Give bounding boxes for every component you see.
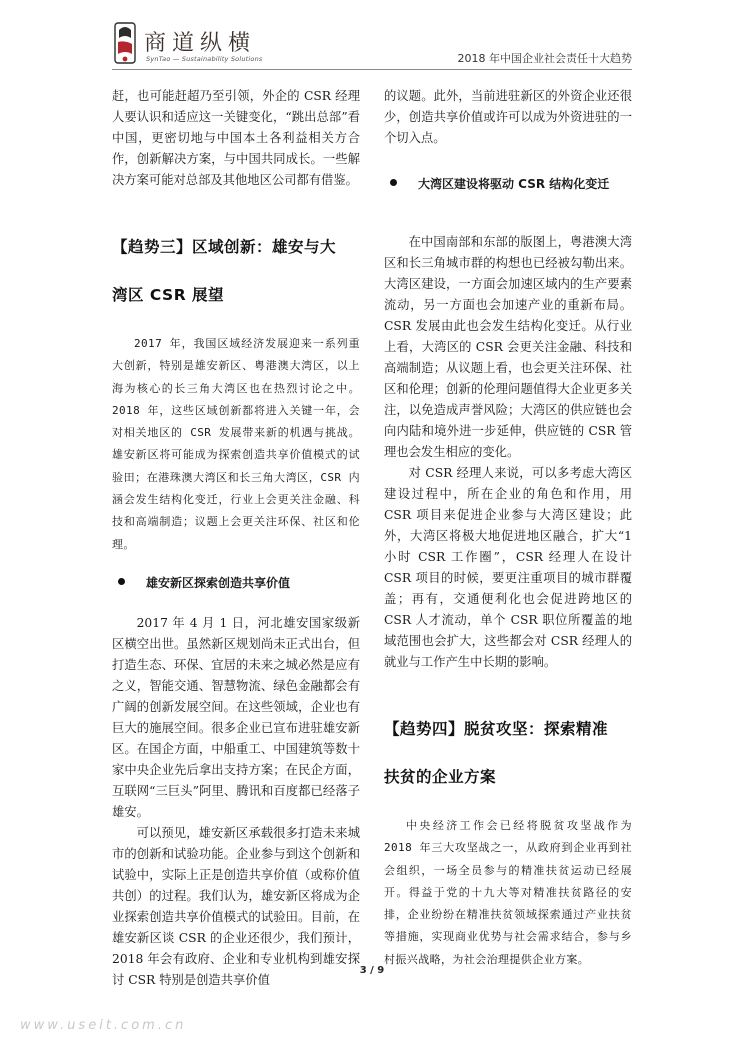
bullet-icon — [118, 578, 125, 585]
bay-area-subheading-text: 大湾区建设将驱动 CSR 结构化变迁 — [418, 177, 610, 191]
xiongan-paragraph-1: 2017 年 4 月 1 日，河北雄安国家级新区横空出世。虽然新区规划尚未正式出台，但打造生态、环保、宜居的未来之城必然是应有之义，智能交通、智慧物流、绿色金融都会有广阔的创新发展空间。在这些领域，企业也有巨大的施展空间。很多企业已宣布进驻雄安新区。在国企方面，中船重工、中国建筑等数十家中央企业先后拿出支持方案；在民企方面，互联网“三巨头”阿里、腾讯和百度都已经落子雄安。 — [112, 615, 360, 819]
syntao-logo-icon — [112, 20, 138, 66]
bay-area-paragraph-2: 对 CSR 经理人来说，可以多考虑大湾区建设过程中，所在企业的角色和作用，用 CSR 项目来促进企业参与大湾区建设；此外，大湾区将极大地促进地区融合，扩大“1 小时 CSR 工作圈”，CSR 经理人在设计 CSR 项目的时候，要更注重项目的城市群覆盖；再有，交通便利化也会促进跨地区的 CSR 人才流动，单个 CSR 职位所覆盖的地域范围也会扩大，这些都会对 CSR 经理人的就业与工作产生中长期的影响。 — [384, 466, 632, 669]
trend-3-heading-line1: 【趋势三】区域创新：雄安与大 — [112, 238, 337, 256]
xiongan-subheading-text: 雄安新区探索创造共享价值 — [146, 575, 291, 590]
right-column — [384, 86, 632, 971]
bay-area-paragraph-1: 在中国南部和东部的版图上，粤港澳大湾区和长三角城市群的构想也已经被勾勒出来。大湾区建设，一方面会加速区域内的生产要素流动，另一方面也会加速产业的重新布局。CSR 发展由此也会发生结构化变迁。从行业上看，大湾区的 CSR 会更关注金融、科技和高端制造；从议题上看，也会更关注环保、社区和伦理；创新的伦理问题值得大企业更多关注，以免造成声誉风险；大湾区的供应链也会向内陆和境外进一步延伸，供应链的 CSR 管理也会发生相应的变化。 — [384, 235, 632, 459]
trend-3-heading-line2: 湾区 CSR 展望 — [112, 286, 225, 304]
bay-area-subheading — [384, 175, 632, 192]
left-column — [112, 86, 360, 991]
trend-3-intro-paragraph: 2017 年，我国区域经济发展迎来一系列重大创新，特别是雄安新区、粤港澳大湾区，以上海为核心的长三角大湾区也在热烈讨论之中。2018 年，这些区域创新都将进入关键一年，会对相关地区的 CSR 发展带来新的机遇与挑战。雄安新区将可能成为探索创造共享价值模式的试验田；在港珠澳大湾区和长三角大湾区，CSR 内涵会发生结构化变迁，行业上会更关注金融、科技和高端制造；议题上会更关注环保、社区和伦理。 — [112, 337, 360, 551]
page-header — [0, 0, 744, 72]
trend-4-intro-paragraph: 中央经济工作会已经将脱贫攻坚战作为 2018 年三大攻坚战之一，从政府到企业再到社会组织，一场全员参与的精准扶贫运动已经展开。得益于党的十九大等对精准扶贫路径的安排，企业纷纷在精准扶贫领域探索通过产业扶贫等措施，实现商业优势与社会需求结合，参与乡村振兴战略，为社会治理提供企业方案。 — [384, 819, 632, 966]
bullet-icon — [390, 179, 397, 186]
trend-4-heading-line2: 扶贫的企业方案 — [384, 768, 497, 786]
paragraph-continued-right: 的议题。此外，当前进驻新区的外资企业还很少，创造共享价值或许可以成为外资进驻的一个切入点。 — [384, 89, 632, 145]
header-divider — [112, 69, 632, 70]
xiongan-subheading — [112, 574, 360, 591]
page-number: 3 / 9 — [359, 965, 385, 976]
site-watermark: www.useit.com.cn — [20, 1018, 187, 1033]
paragraph-continued: 赶，也可能赶超乃至引领，外企的 CSR 经理人要认识和适应这一关键变化，“跳出总部”看中国，更密切地与中国本土各利益相关方合作，创新解决方案，与中国共同成长。一些解决方案可能对总部及其他地区公司都有借鉴。 — [112, 89, 360, 187]
trend-4-heading-line1: 【趋势四】脱贫攻坚：探索精准 — [384, 720, 609, 738]
xiongan-paragraph-2: 可以预见，雄安新区承载很多打造未来城市的创新和试验功能。企业参与到这个创新和试验中，实际上正是创造共享价值（或称价值共创）的过程。我们认为，雄安新区将成为企业探索创造共享价值模式的试验田。目前，在雄安新区谈 CSR 的企业还很少，我们预计，2018 年会有政府、企业和专业机构到雄安探讨 CSR 特别是创造共享价值 — [112, 825, 360, 987]
logo-tagline: SynTao — Sustainability Solutions — [146, 55, 263, 63]
logo-wordmark: 商道纵横 — [144, 31, 257, 56]
document-title: 2018 年中国企业社会责任十大趋势 — [457, 52, 632, 65]
